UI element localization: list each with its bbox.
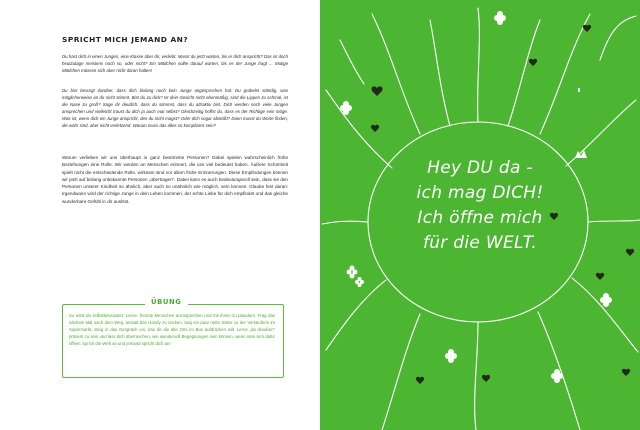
ray (540, 14, 590, 134)
ray (382, 314, 420, 430)
paragraph-intro: Du hast dich in einen Jungen, eine Klasse über dir, verliebt. Musst du jetzt warten, bis er dich anspricht? Das ist doch heutzutage meistens noch so, oder nicht? Ein Mädchen sollte darauf warten, bis es der Junge fragt ... Mutige Mädchen müssen sich aber nicht daran halten! (62, 54, 288, 74)
exercise-text: So wirst du selbstbewusster: Lerne, fremde Menschen anzusprechen und mit ihnen zu plaudern. Frag das nächste Mal nach dem Weg, anstatt das Handy zu zücken. Sag ein paar nette Sätze zu der Verkäuferin im Supermarkt, steig in das Gespräch ein, das dir die alte Omi im Bus aufdrücken will. Lerne „da draußen“ präsent zu sein und lass dich überraschen, wie wundervoll Begegnungen sein können, wenn man sich dafür öffnet. Sprich die Welt an und jemand spricht dich an! (69, 313, 275, 346)
ray (572, 278, 638, 352)
ray (340, 40, 364, 84)
heart-icon (416, 377, 424, 384)
heart-icon (596, 273, 604, 280)
heart-icon (371, 125, 379, 132)
ray (478, 8, 480, 122)
ray (508, 20, 540, 126)
ray (600, 16, 636, 60)
exercise-title: ÜBUNG (145, 298, 188, 306)
page-heading: SPRICHT MICH JEMAND AN? (62, 35, 189, 44)
heart-icon (529, 59, 537, 66)
heart-icon (622, 369, 630, 376)
ray (475, 322, 478, 430)
heart-icon (372, 86, 383, 96)
ray (372, 14, 420, 134)
ray (322, 221, 368, 224)
sprout-icon (578, 88, 580, 92)
ray (430, 20, 450, 126)
heart-icon (583, 25, 591, 32)
slogan-line-1: Hey DU da - (427, 158, 533, 178)
flower-icon (347, 266, 358, 279)
ray (326, 280, 386, 350)
paragraph-explanation: Warum verlieben wir uns überhaupt in ganz bestimmte Personen? Dabei spielen wahrscheinlich frühe Beziehungen eine Rolle. Wir werden an Menschen erinnert, die uns viel bedeutet haben. Äußere Schönheit spielt nicht die entscheidende Rolle, wirksam sind vor allem frühe Erinnerungen. Diese Empfindungen können wir jetzt auf bislang unbekannte Personen „übertragen“. Dabei kann es auch bedeutungsvoll sein, dass sie den Personen unserer Kindheit so ähnlich, aber auch so unähnlich wie möglich, sein können. Glaube fest daran: Irgendwann wird der richtige Junge in dein Leben kommen, der echte Liebe für dich empfindet und das gleiche wunderbare Gefühl in dir auslöst. (62, 155, 288, 204)
slogan-line-3: Ich öffne mich (417, 208, 543, 228)
paragraph-worries: Du bist besorgt darüber, dass dich bislang noch kein Junge angesprochen hat. Du grübelst ständig, was möglicherweise an dir nicht stimmt. Bist du zu dick? Ist dein Gesicht nicht ebenmäßig, sind die Lippen zu schmal, ist die Nase zu groß? Sage dir deutlich, dass du stimmst, dass du attraktiv bist. Dich werden noch viele Jungen ansprechen und vielleicht traust du dich ja auch mal selbst? Gleichzeitig hoffst du, dass es der Richtige sein möge. Was ist, wenn dich ein Junge anspricht, den du nicht magst? Oder dich sogar abstößt? Dann musst du Worte finden, die wahr sind, aber nicht verletzend. Warum muss das alles so kompliziert sein? (62, 88, 288, 129)
flower-icon (600, 293, 612, 307)
slogan-line-2: ich mag DICH! (416, 183, 544, 203)
flower-icon (445, 349, 457, 363)
heart-icon (626, 249, 634, 256)
flower-icon (494, 11, 506, 25)
heart-icon (482, 375, 490, 382)
flower-icon (355, 277, 364, 287)
ray (588, 220, 640, 222)
slogan-line-4: für die WELT. (422, 233, 538, 253)
slogan (380, 156, 580, 256)
